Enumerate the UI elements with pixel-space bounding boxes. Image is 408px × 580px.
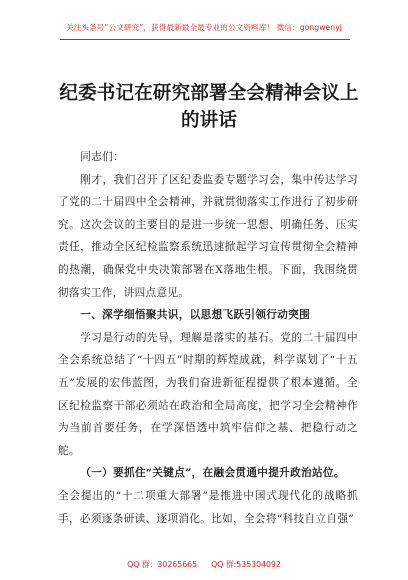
salutation: 同志们： [80, 151, 125, 163]
header-divider [60, 39, 350, 40]
section-heading-1: 一、深学细悟聚共识，以思想飞跃引领行动突围 [80, 309, 311, 322]
footer [0, 559, 408, 570]
header-banner: 关注头条号“公文研究”，获得最新最全最专业的公文资料库！ 微信：gongwenyj [66, 23, 342, 32]
document-title: 纪委书记在研究部署全会精神会议上的讲话 [59, 83, 359, 131]
footer-qq-group-2: QQ 群:535304092 [211, 560, 281, 569]
document-body [58, 146, 358, 530]
paragraph-section-1: 学习是行动的先导，理解是落实的基石。党的二十届四中全会系统总结了“十四五”时期的辉煌成就，科学谋划了“十五五”发展的宏伟蓝图，为我们奋进新征程提供了根本遵循。全区纪检监察干部必须站在政治和全局高度，把学习全会精神作为当前首要任务，在学深悟透中筑牢信仰之基、把稳行动之舵。 [58, 331, 358, 457]
footer-qq-group-1: QQ 群：30265665 [127, 560, 198, 569]
paragraph-subsection-1: 全会提出的“十二项重大部署”是推进中国式现代化的战略抓手，必须逐条研读、逐项消化。比如，全会将“科技自立自强” [58, 489, 358, 525]
paragraph-intro: 刚才，我们召开了区纪委监委专题学习会，集中传达学习了党的二十届四中全会精神，并就贯彻落实工作进行了初步研究。这次会议的主要目的是进一步统一思想、明确任务、压实责任，推动全区纪检监察系统迅速掀起学习宣传贯彻全会精神的热潮，确保党中央决策部署在X落地生根。下面，我围绕贯彻落实工作，讲四点意见。 [58, 173, 358, 299]
subsection-heading-1: （一）要抓住“关键点”，在融会贯通中提升政治站位。 [80, 467, 345, 480]
